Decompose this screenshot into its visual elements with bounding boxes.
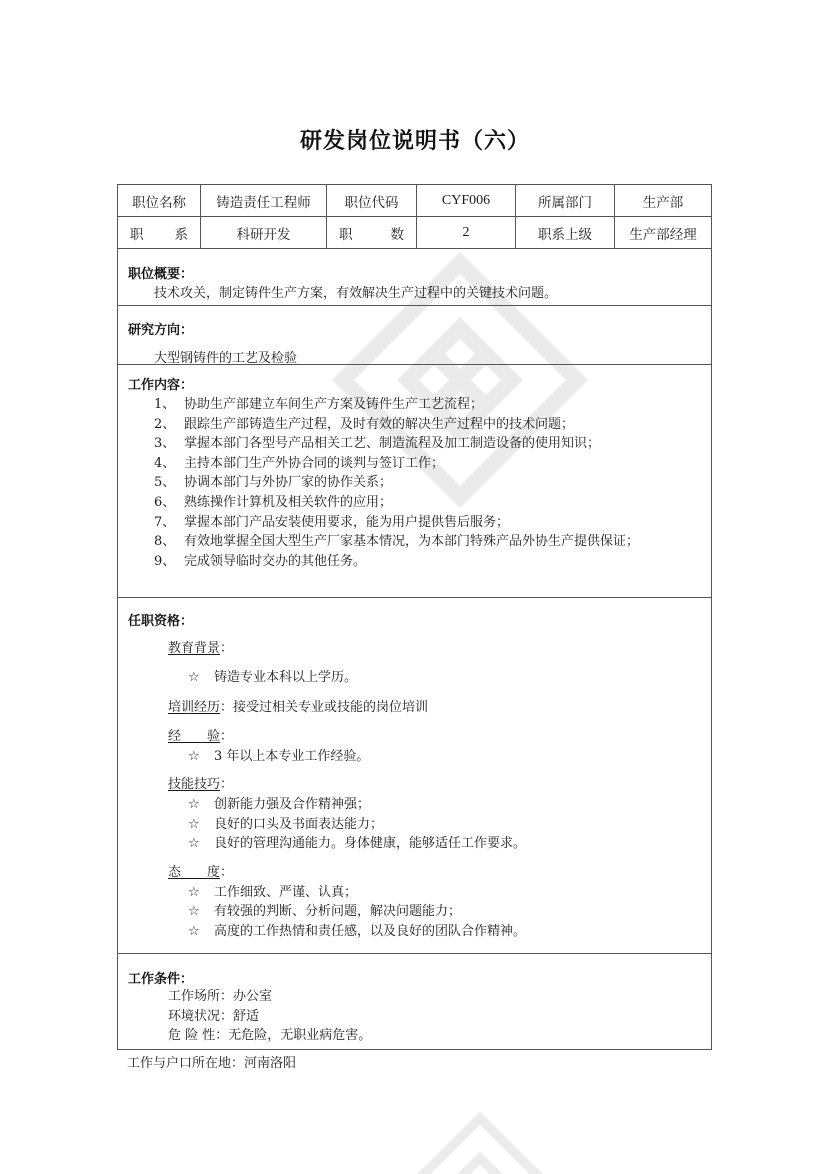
condition-label: 工作场所：	[168, 989, 234, 1004]
list-item	[128, 834, 701, 854]
item-text: 高度的工作热情和责任感，以及良好的团队合作精神。	[214, 923, 527, 939]
list-item	[128, 473, 701, 493]
star-bullet-icon: ☆	[188, 904, 200, 919]
conditions-heading: 工作条件：	[128, 972, 194, 987]
list-item	[128, 922, 701, 942]
colon: ：	[220, 777, 234, 792]
item-text: 掌握本部门各型号产品相关工艺、制造流程及加工制造设备的使用知识；	[184, 436, 601, 452]
list-item	[128, 902, 701, 922]
experience-label-line	[128, 727, 701, 747]
label-part: 职	[130, 226, 144, 243]
colon: ：	[220, 699, 234, 715]
condition-label: 危 险 性：	[168, 1028, 229, 1043]
header-row-1	[118, 185, 711, 217]
list-item	[128, 883, 701, 903]
education-label-line	[128, 639, 701, 659]
colon: ：	[220, 864, 234, 880]
condition-value: 舒适	[233, 1008, 260, 1024]
label-supervisor: 职系上级	[516, 217, 615, 248]
star-bullet-icon: ☆	[188, 670, 200, 685]
training-line	[128, 698, 701, 718]
colon: ：	[220, 728, 234, 744]
list-item	[128, 395, 701, 415]
item-text: 熟练操作计算机及相关软件的应用；	[184, 494, 393, 510]
work-heading: 工作内容：	[128, 378, 194, 393]
item-text: 3 年以上本专业工作经验。	[214, 748, 370, 764]
star-bullet-icon: ☆	[188, 884, 200, 900]
research-text: 大型钢铸件的工艺及检验	[154, 351, 298, 366]
value-job-family: 科研开发	[201, 217, 327, 248]
item-text: 有效地掌握全国大型生产厂家基本情况，为本部门特殊产品外协生产提供保证；	[184, 534, 640, 550]
item-text: 工作细致、严谨、认真；	[214, 884, 358, 900]
star-bullet-icon: ☆	[188, 836, 200, 851]
value-department: 生产部	[642, 194, 684, 211]
value-position-code: CYF006	[417, 185, 516, 216]
list-item	[128, 815, 701, 835]
skills-label: 技能技巧	[168, 777, 221, 792]
item-number: 1、	[154, 397, 176, 412]
attitude-label: 态 度	[168, 864, 221, 880]
watermark-logo-icon	[400, 1110, 560, 1174]
condition-item	[128, 1007, 701, 1027]
summary-heading: 职位概要：	[128, 267, 194, 282]
item-number: 8、	[154, 534, 176, 550]
list-item	[128, 513, 701, 533]
section-work-conditions	[118, 954, 711, 1049]
item-text: 创新能力强及合作精神强；	[214, 797, 371, 812]
value-headcount: 2	[417, 217, 516, 248]
qualifications-heading: 任职资格：	[128, 614, 194, 629]
star-bullet-icon: ☆	[188, 816, 200, 832]
list-item	[128, 795, 701, 815]
item-text: 掌握本部门产品安装使用要求，能为用户提供售后服务；	[184, 514, 510, 530]
list-item	[128, 454, 701, 474]
label-part: 数	[390, 226, 404, 243]
star-bullet-icon: ☆	[188, 797, 200, 812]
value-position-name: 铸造责任工程师	[201, 185, 327, 216]
item-text: 协助生产部建立车间生产方案及铸件生产工艺流程；	[184, 397, 484, 412]
experience-label: 经 验	[168, 728, 221, 744]
page-title: 研发岗位说明书（六）	[299, 129, 530, 154]
item-number: 4、	[154, 455, 176, 471]
label-position-name: 职位名称	[118, 185, 201, 216]
work-location-note: 工作与户口所在地：河南洛阳	[127, 1056, 297, 1071]
label-department: 所属部门	[516, 185, 615, 216]
item-number: 6、	[154, 494, 176, 510]
education-label: 教育背景	[168, 641, 221, 656]
list-item	[128, 532, 701, 552]
list-item	[128, 668, 701, 688]
item-text: 主持本部门生产外协合同的谈判与签订工作；	[184, 455, 445, 471]
attitude-label-line	[128, 863, 701, 883]
skills-label-line	[128, 775, 701, 795]
label-part: 职	[339, 226, 353, 243]
item-text: 有较强的判断、分析问题，解决问题能力；	[214, 904, 462, 919]
condition-item	[128, 1026, 701, 1046]
item-text: 跟踪生产部铸造生产过程，及时有效的解决生产过程中的技术问题；	[184, 416, 575, 432]
item-text: 良好的管理沟通能力。身体健康，能够适任工作要求。	[214, 836, 527, 851]
star-bullet-icon: ☆	[188, 748, 200, 764]
list-item	[128, 747, 701, 767]
item-number: 7、	[154, 514, 176, 530]
item-number: 3、	[154, 436, 176, 452]
training-label: 培训经历	[168, 699, 221, 715]
list-item	[128, 434, 701, 454]
label-headcount	[327, 217, 417, 248]
list-item	[128, 493, 701, 513]
label-position-code: 职位代码	[327, 185, 417, 216]
training-text: 接受过相关专业或技能的岗位培训	[233, 699, 429, 715]
list-item	[128, 552, 701, 572]
condition-value: 办公室	[233, 989, 273, 1004]
item-number: 2、	[154, 416, 176, 432]
research-heading: 研究方向：	[128, 323, 194, 338]
section-research	[118, 306, 711, 365]
item-text: 完成领导临时交办的其他任务。	[184, 553, 367, 569]
label-job-family	[118, 217, 201, 248]
condition-label: 环境状况：	[168, 1008, 234, 1024]
condition-value: 无危险，无职业病危害。	[228, 1028, 372, 1043]
item-number: 9、	[154, 553, 176, 569]
summary-text: 技术攻关，制定铸件生产方案，有效解决生产过程中的关键技术问题。	[154, 286, 558, 301]
item-text: 铸造专业本科以上学历。	[214, 670, 358, 685]
job-description-table	[117, 184, 712, 1050]
colon: ：	[220, 641, 234, 656]
section-work-content	[118, 365, 711, 598]
label-part: 系	[174, 226, 188, 243]
star-bullet-icon: ☆	[188, 923, 200, 939]
section-qualifications	[118, 598, 711, 954]
section-summary	[118, 249, 711, 306]
item-number: 5、	[154, 475, 176, 491]
value-supervisor: 生产部经理	[629, 226, 697, 243]
item-text: 协调本部门与外协厂家的协作关系；	[184, 475, 393, 491]
condition-item	[128, 987, 701, 1007]
list-item	[128, 415, 701, 435]
item-text: 良好的口头及书面表达能力；	[214, 816, 384, 832]
header-row-2	[118, 217, 711, 249]
